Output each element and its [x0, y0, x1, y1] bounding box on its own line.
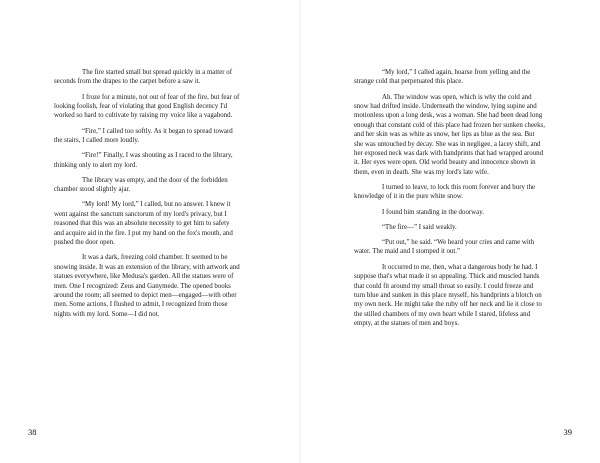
- paragraph: “Fire,” I called too softly. As it began to spread toward the stairs, I called more loudly.: [54, 127, 233, 145]
- paragraph: “The fire—” I said weakly.: [382, 223, 457, 231]
- page-number: 38: [28, 427, 37, 437]
- paragraph: The fire started small but spread quickly in a matter of seconds from the drapes to the carpet before a saw it.: [54, 69, 233, 86]
- paragraph: Ah. The window was open, which is why the cold and snow had drifted inside. Underneath the window, lying supine and motionless upon a long desk, was a woman. She had been dead long enough that constant cold of this place had frozen her sunken cheeks, and her skin was as white as snow, her lips as blue as the sea. But she was untouched by decay. She was in negligee, a lacey shift, and her exposed neck was dark with handprints that had wrapped around it. Her eyes were open. Old world beauty and innocence shown in them, even in death. She was my lord's late wife.: [354, 93, 545, 176]
- paragraph: It occurred to me, then, what a dangerous body he had. I suppose that's what made it so appealing. Thick and muscled hands that could fit around my small throat so easily. I could freeze and turn blue and sunken in this place myself, his handprints a blotch on my own neck. He might take the ruby off her neck and lie it close to the stilled chambers of my own heart while I stared, lifeless and empty, at the statues of men and boys.: [354, 263, 542, 328]
- left-text-column: [54, 68, 241, 325]
- paragraph: “My lord! My lord,” I called, but no answer. I knew it went against the sanctum sanctorum of my lord's privacy, but I reasoned that this was an absolute necessity to get him to safety and acquire aid in the fire. I put my hand on the fox's mouth, and pushed the door open.: [54, 201, 233, 247]
- paragraph: The library was empty, and the door of the forbidden chamber stood slightly ajar.: [54, 176, 228, 194]
- paragraph: I found him standing in the doorway.: [382, 208, 484, 216]
- paragraph: “Put out,” he said. “We heard your cries and came with water. The maid and I stomped it out.”: [354, 239, 535, 256]
- page-number: 39: [563, 427, 572, 437]
- paragraph: It was a dark, freezing cold chamber. It seemed to be snowing inside. It was an extension of the library, with artwork and statues everywhere, like Medusa's garden. All the statues were of men. One I recognized: Zeus and Ganymede. The opened books around the room; all seemed to depict men—engaged—with other men. Some actions, I flushed to admit, I recognized from those nights with my lord. Some—I did not.: [54, 254, 240, 318]
- right-page: [300, 0, 600, 463]
- paragraph: “My lord,” I called again, hoarse from yelling and the strange cold that perpetuated this place.: [354, 69, 531, 86]
- paragraph: “Fire!” Finally, I was shouting as I raced to the library, thinking only to alert my lord.: [54, 152, 233, 169]
- right-text-column: [354, 68, 545, 334]
- paragraph: I turned to leave, to lock this room forever and bury the knowledge of it in the pure white snow.: [354, 184, 536, 201]
- paragraph: I froze for a minute, not out of fear of the fire, but fear of looking foolish, fear of violating that good English decency I'd worked so hard to cultivate by raising my voice like a vagabond.: [54, 93, 240, 120]
